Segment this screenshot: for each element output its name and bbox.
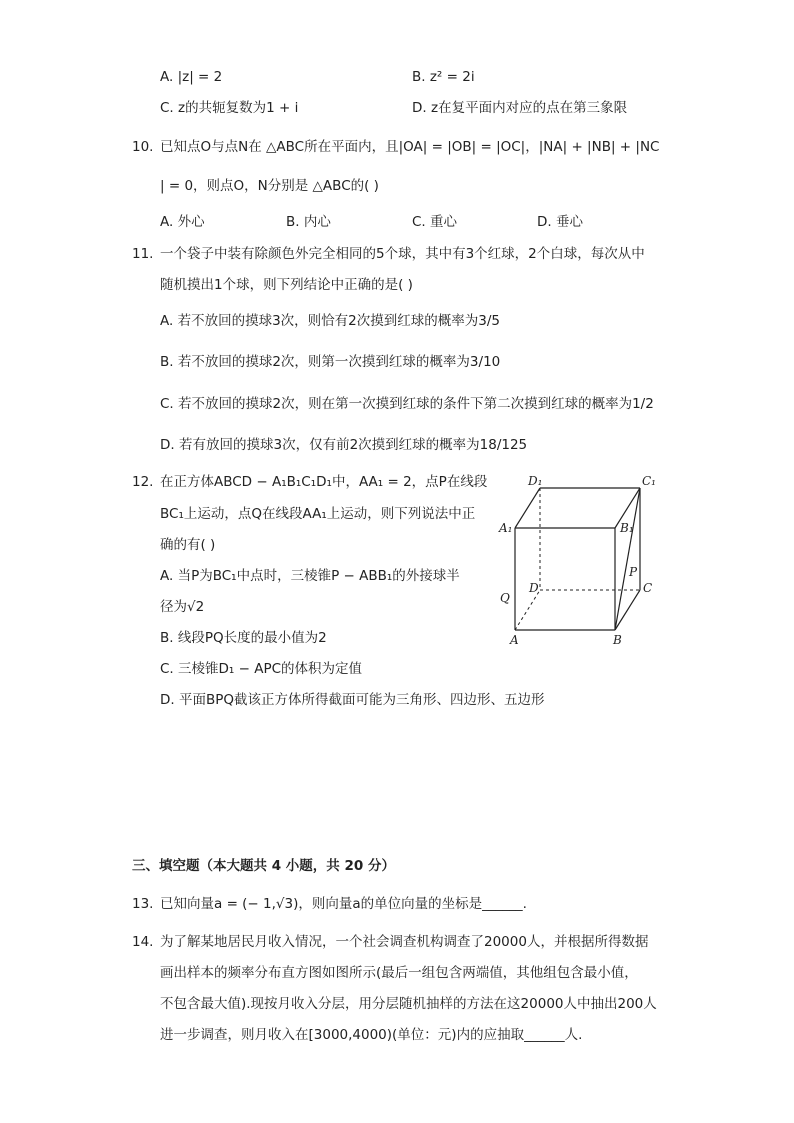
hidden-edge-a-d (515, 590, 540, 630)
q12-option-a-line1: A. 当P为BC₁中点时，三棱锥P − ABB₁的外接球半 (160, 568, 460, 584)
q14-line4: 进一步调查，则月收入在[3000,4000)(单位：元)内的应抽取______人. (160, 1027, 583, 1043)
q12-option-a-line2: 径为√2 (160, 599, 205, 615)
label-a: A (510, 633, 519, 647)
section-heading: 三、填空题（本大题共 4 小题，共 20 分） (132, 858, 395, 874)
q12-option-d: D. 平面BPQ截该正方体所得截面可能为三角形、四边形、五边形 (160, 692, 545, 708)
q11-option-a: A. 若不放回的摸球3次，则恰有2次摸到红球的概率为3/5 (160, 313, 500, 329)
label-b1: B₁ (620, 521, 634, 535)
q9-option-c: C. z的共轭复数为1 + i (160, 100, 299, 116)
q14-line2: 画出样本的频率分布直方图如图所示(最后一组包含两端值，其他组包含最小值， (160, 965, 638, 981)
label-q: Q (500, 591, 510, 605)
q12-stem-line1: 在正方体ABCD − A₁B₁C₁D₁中，AA₁ = 2，点P在线段 (160, 474, 488, 490)
edge-a1-d1 (515, 488, 540, 528)
q14-line1: 为了解某地居民月收入情况，一个社会调查机构调查了20000人，并根据所得数据 (160, 934, 649, 950)
q10-option-a: A. 外心 (160, 214, 205, 230)
q10-stem-line2: | = 0，则点O，N分别是 △ABC的( ) (160, 178, 379, 194)
label-b: B (613, 633, 622, 647)
q12-stem-line3: 确的有( ) (160, 537, 216, 553)
q14-number: 14. (132, 934, 154, 950)
q13-text: 已知向量a = (− 1,√3)，则向量a的单位向量的坐标是______. (160, 896, 527, 912)
q11-option-d: D. 若有放回的摸球3次，仅有前2次摸到红球的概率为18/125 (160, 437, 528, 453)
segment-bc1 (615, 488, 640, 630)
q9-option-b: B. z² = 2i (412, 69, 475, 85)
q11-option-c: C. 若不放回的摸球2次，则在第一次摸到红球的条件下第二次摸到红球的概率为1/2 (160, 396, 654, 412)
cube-figure (490, 468, 670, 648)
q13-number: 13. (132, 896, 154, 912)
label-c1: C₁ (642, 474, 656, 488)
q10-stem-line1: 已知点O与点N在 △ABC所在平面内，且|OA| = |OB| = |OC|，|NA| + |NB| + |NC (160, 139, 660, 155)
q12-number: 12. (132, 474, 154, 490)
q10-option-c: C. 重心 (412, 214, 458, 230)
q10-number: 10. (132, 139, 154, 155)
q12-stem-line2: BC₁上运动，点Q在线段AA₁上运动，则下列说法中正 (160, 506, 476, 522)
label-d: D (529, 581, 539, 595)
label-d1: D₁ (528, 474, 543, 488)
q9-option-a: A. |z| = 2 (160, 69, 223, 85)
q12-option-b: B. 线段PQ长度的最小值为2 (160, 630, 327, 646)
q10-option-b: B. 内心 (286, 214, 331, 230)
q14-line3: 不包含最大值).现按月收入分层，用分层随机抽样的方法在这20000人中抽出200人 (160, 996, 657, 1012)
q11-option-b: B. 若不放回的摸球2次，则第一次摸到红球的概率为3/10 (160, 354, 501, 370)
q9-option-d: D. z在复平面内对应的点在第三象限 (412, 100, 628, 116)
q11-stem-line2: 随机摸出1个球，则下列结论中正确的是( ) (160, 277, 413, 293)
label-a1: A₁ (499, 521, 513, 535)
q11-stem-line1: 一个袋子中装有除颜色外完全相同的5个球，其中有3个红球，2个白球，每次从中 (160, 246, 645, 262)
q11-number: 11. (132, 246, 154, 262)
q12-option-c: C. 三棱锥D₁ − APC的体积为定值 (160, 661, 363, 677)
q10-option-d: D. 垂心 (537, 214, 583, 230)
label-p: P (629, 565, 638, 579)
label-c: C (643, 581, 653, 595)
